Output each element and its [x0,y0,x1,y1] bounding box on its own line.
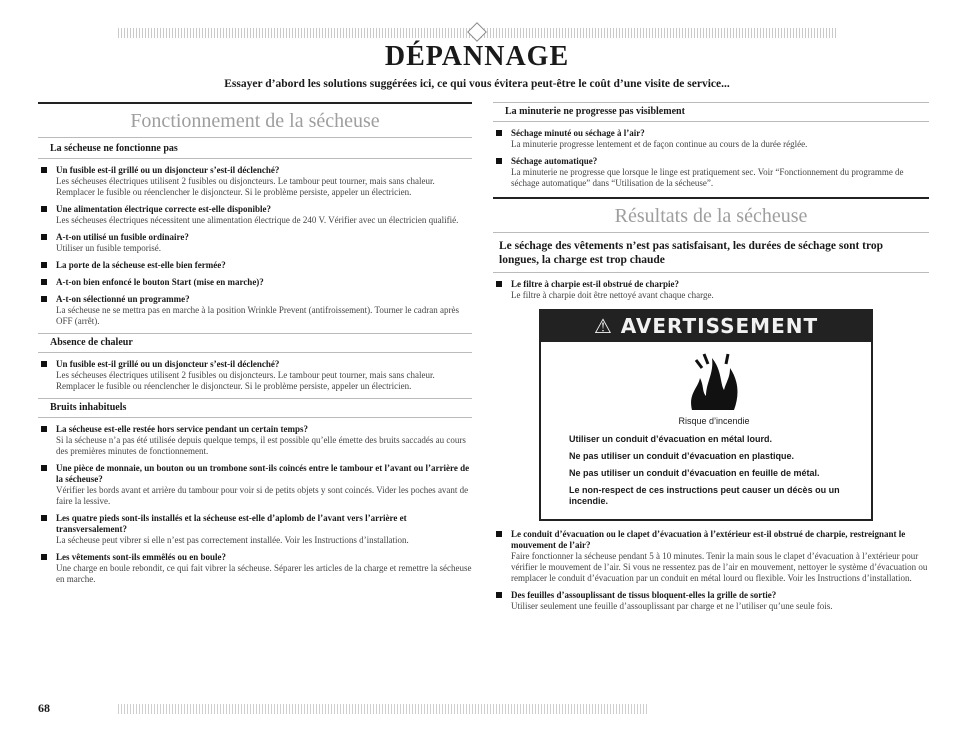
bullet-icon [41,554,47,560]
timer-items [493,128,929,189]
results-items-before [493,279,929,301]
bullet-icon [496,130,502,136]
group-items [38,424,472,585]
item-question: Un fusible est-il grillé ou un disjoncteur s’est-il déclenché? [56,359,280,369]
fire-icon [684,350,744,414]
page-title: DÉPANNAGE [384,41,570,72]
warning-risk: Risque d’incendie [678,416,750,426]
section-title-results: Résultats de la sécheuse [493,199,929,233]
troubleshoot-item [38,204,472,226]
item-answer: Une charge en boule rebondit, ce qui fait vibrer la sécheuse. Séparer les articles de la charge et remettre la sécheuse en marche. [56,563,472,584]
item-answer: Les sécheuses électriques utilisent 2 fusibles ou disjoncteurs. Le tambour peut tourner, mais sans chaleur. Remplacer le fusible ou réenclencher le disjoncteur. Si le problème persiste, appeler un électricien. [56,370,435,391]
warning-line: Le non-respect de ces instructions peut causer un décès ou un incendie. [569,485,840,506]
right-column [493,102,929,618]
group-heading: Bruits inhabituels [38,398,472,418]
troubleshoot-item [38,232,472,254]
troubleshoot-item [493,590,929,612]
item-question: Des feuilles d’assouplissant de tissus bloquent-elles la grille de sortie? [511,590,777,600]
troubleshoot-item [38,463,472,507]
left-column [38,102,472,591]
troubleshoot-item [493,279,929,301]
item-question: La porte de la sécheuse est-elle bien fermée? [56,260,226,270]
item-question: Les quatre pieds sont-ils installés et la sécheuse est-elle d’aplomb de l’avant vers l’arrière et transversalement? [56,513,407,534]
item-question: La sécheuse est-elle restée hors service pendant un certain temps? [56,424,309,434]
bullet-icon [496,592,502,598]
bullet-icon [41,206,47,212]
troubleshoot-item [38,513,472,546]
bullet-icon [41,262,47,268]
item-answer: Faire fonctionner la sécheuse pendant 5 à 10 minutes. Tenir la main sous le clapet d’évacuation à l’extérieur pour vérifier le mouvement de l’air. Si vous ne ressentez pas de l’air en mouvement, nettoyer le système d’évacuation ou remplacer le conduit d’évacuation par un conduit en métal lourd ou flexible. Voir les Instructions d’installation. [511,551,928,583]
troubleshoot-item [493,529,929,584]
bottom-decorative-band [118,704,648,714]
item-answer: Si la sécheuse n’a pas été utilisée depuis quelque temps, il est possible qu’elle émette des bruits saccadés au cours des premières minutes de fonctionnement. [56,435,466,456]
item-question: Le filtre à charpie est-il obstrué de charpie? [511,279,680,289]
bullet-icon [41,361,47,367]
warning-header [541,311,871,342]
page-subtitle: Essayer d’abord les solutions suggérées ici, ce qui vous évitera peut-être le coût d’une visite de service... [224,78,730,90]
item-answer: La minuterie ne progresse que lorsque le linge est pratiquement sec. Voir “Fonctionnement du programme de séchage automatique” dans “Utilisation de la sécheuse”. [511,167,904,188]
bullet-icon [41,234,47,240]
item-answer: La sécheuse ne se mettra pas en marche à la position Wrinkle Prevent (antifroissement). Tourner le cadran après OFF (arrêt). [56,305,460,326]
item-answer: Vérifier les bords avant et arrière du tambour pour voir si de petits objets y sont coincés. Vider les poches avant de faire la lessive. [56,485,469,506]
item-question: A-t-on utilisé un fusible ordinaire? [56,232,189,242]
bullet-icon [41,167,47,173]
item-question: A-t-on sélectionné un programme? [56,294,190,304]
troubleshoot-item [38,424,472,457]
item-answer: Utiliser un fusible temporisé. [56,243,161,253]
bullet-icon [496,158,502,164]
left-groups [38,140,472,585]
bullet-icon [41,515,47,521]
section-title-operation: Fonctionnement de la sécheuse [38,104,472,138]
item-question: Le conduit d’évacuation ou le clapet d’évacuation à l’extérieur est-il obstrué de charpie, restreignant le mouvement de l’air? [511,529,906,550]
item-question: Une alimentation électrique correcte est-elle disponible? [56,204,272,214]
item-question: Séchage minuté ou séchage à l’air? [511,128,645,138]
item-answer: Les sécheuses électriques utilisent 2 fusibles ou disjoncteurs. Le tambour peut tourner, mais sans chaleur. Remplacer le fusible ou réenclencher le disjoncteur. Si le problème persiste, appeler un électricien. [56,176,435,197]
group-heading: La sécheuse ne fonctionne pas [38,140,472,159]
bullet-icon [41,279,47,285]
page-number: 68 [38,701,50,715]
group-items [38,359,472,392]
results-items-after [493,529,929,612]
troubleshoot-item [38,359,472,392]
results-heading: Le séchage des vêtements n’est pas satisfaisant, les durées de séchage sont trop longues, la charge est trop chaude [493,235,929,273]
diamond-ornament-icon [467,22,487,42]
troubleshoot-item [38,260,472,271]
bullet-icon [496,531,502,537]
troubleshoot-item [493,156,929,189]
item-question: Une pièce de monnaie, un bouton ou un trombone sont-ils coincés entre le tambour et l’avant ou l’arrière de la sécheuse? [56,463,470,484]
item-question: Les vêtements sont-ils emmêlés ou en boule? [56,552,226,562]
warning-line: Ne pas utiliser un conduit d’évacuation en feuille de métal. [569,468,820,478]
bullet-icon [41,426,47,432]
item-answer: Utiliser seulement une feuille d’assouplissant par charge et ne l’utiliser qu’une seule fois. [511,601,833,611]
troubleshoot-item [493,128,929,150]
item-question: A-t-on bien enfoncé le bouton Start (mise en marche)? [56,277,264,287]
warning-title: AVERTISSEMENT [620,314,819,338]
warning-line: Utiliser un conduit d’évacuation en métal lourd. [569,434,773,444]
bullet-icon [496,281,502,287]
item-answer: Le filtre à charpie doit être nettoyé avant chaque charge. [511,290,714,300]
group-heading: Absence de chaleur [38,333,472,353]
bullet-icon [41,296,47,302]
item-question: Séchage automatique? [511,156,598,166]
warning-triangle-icon: ⚠ [593,314,613,338]
warning-line: Ne pas utiliser un conduit d’évacuation en plastique. [569,451,795,461]
troubleshoot-item [38,277,472,288]
warning-body [541,342,871,519]
item-answer: La minuterie progresse lentement et de façon continue au cours de la durée réglée. [511,139,808,149]
troubleshoot-item [38,165,472,198]
bullet-icon [41,465,47,471]
troubleshoot-item [38,294,472,327]
item-answer: La sécheuse peut vibrer si elle n’est pas correctement installée. Voir les Instructions d’installation. [56,535,409,545]
warning-box [539,309,873,521]
item-question: Un fusible est-il grillé ou un disjoncteur s’est-il déclenché? [56,165,280,175]
troubleshoot-item [38,552,472,585]
timer-heading: La minuterie ne progresse pas visiblement [493,102,929,122]
item-answer: Les sécheuses électriques nécessitent une alimentation électrique de 240 V. Vérifier avec un électricien qualifié. [56,215,459,225]
group-items [38,165,472,327]
